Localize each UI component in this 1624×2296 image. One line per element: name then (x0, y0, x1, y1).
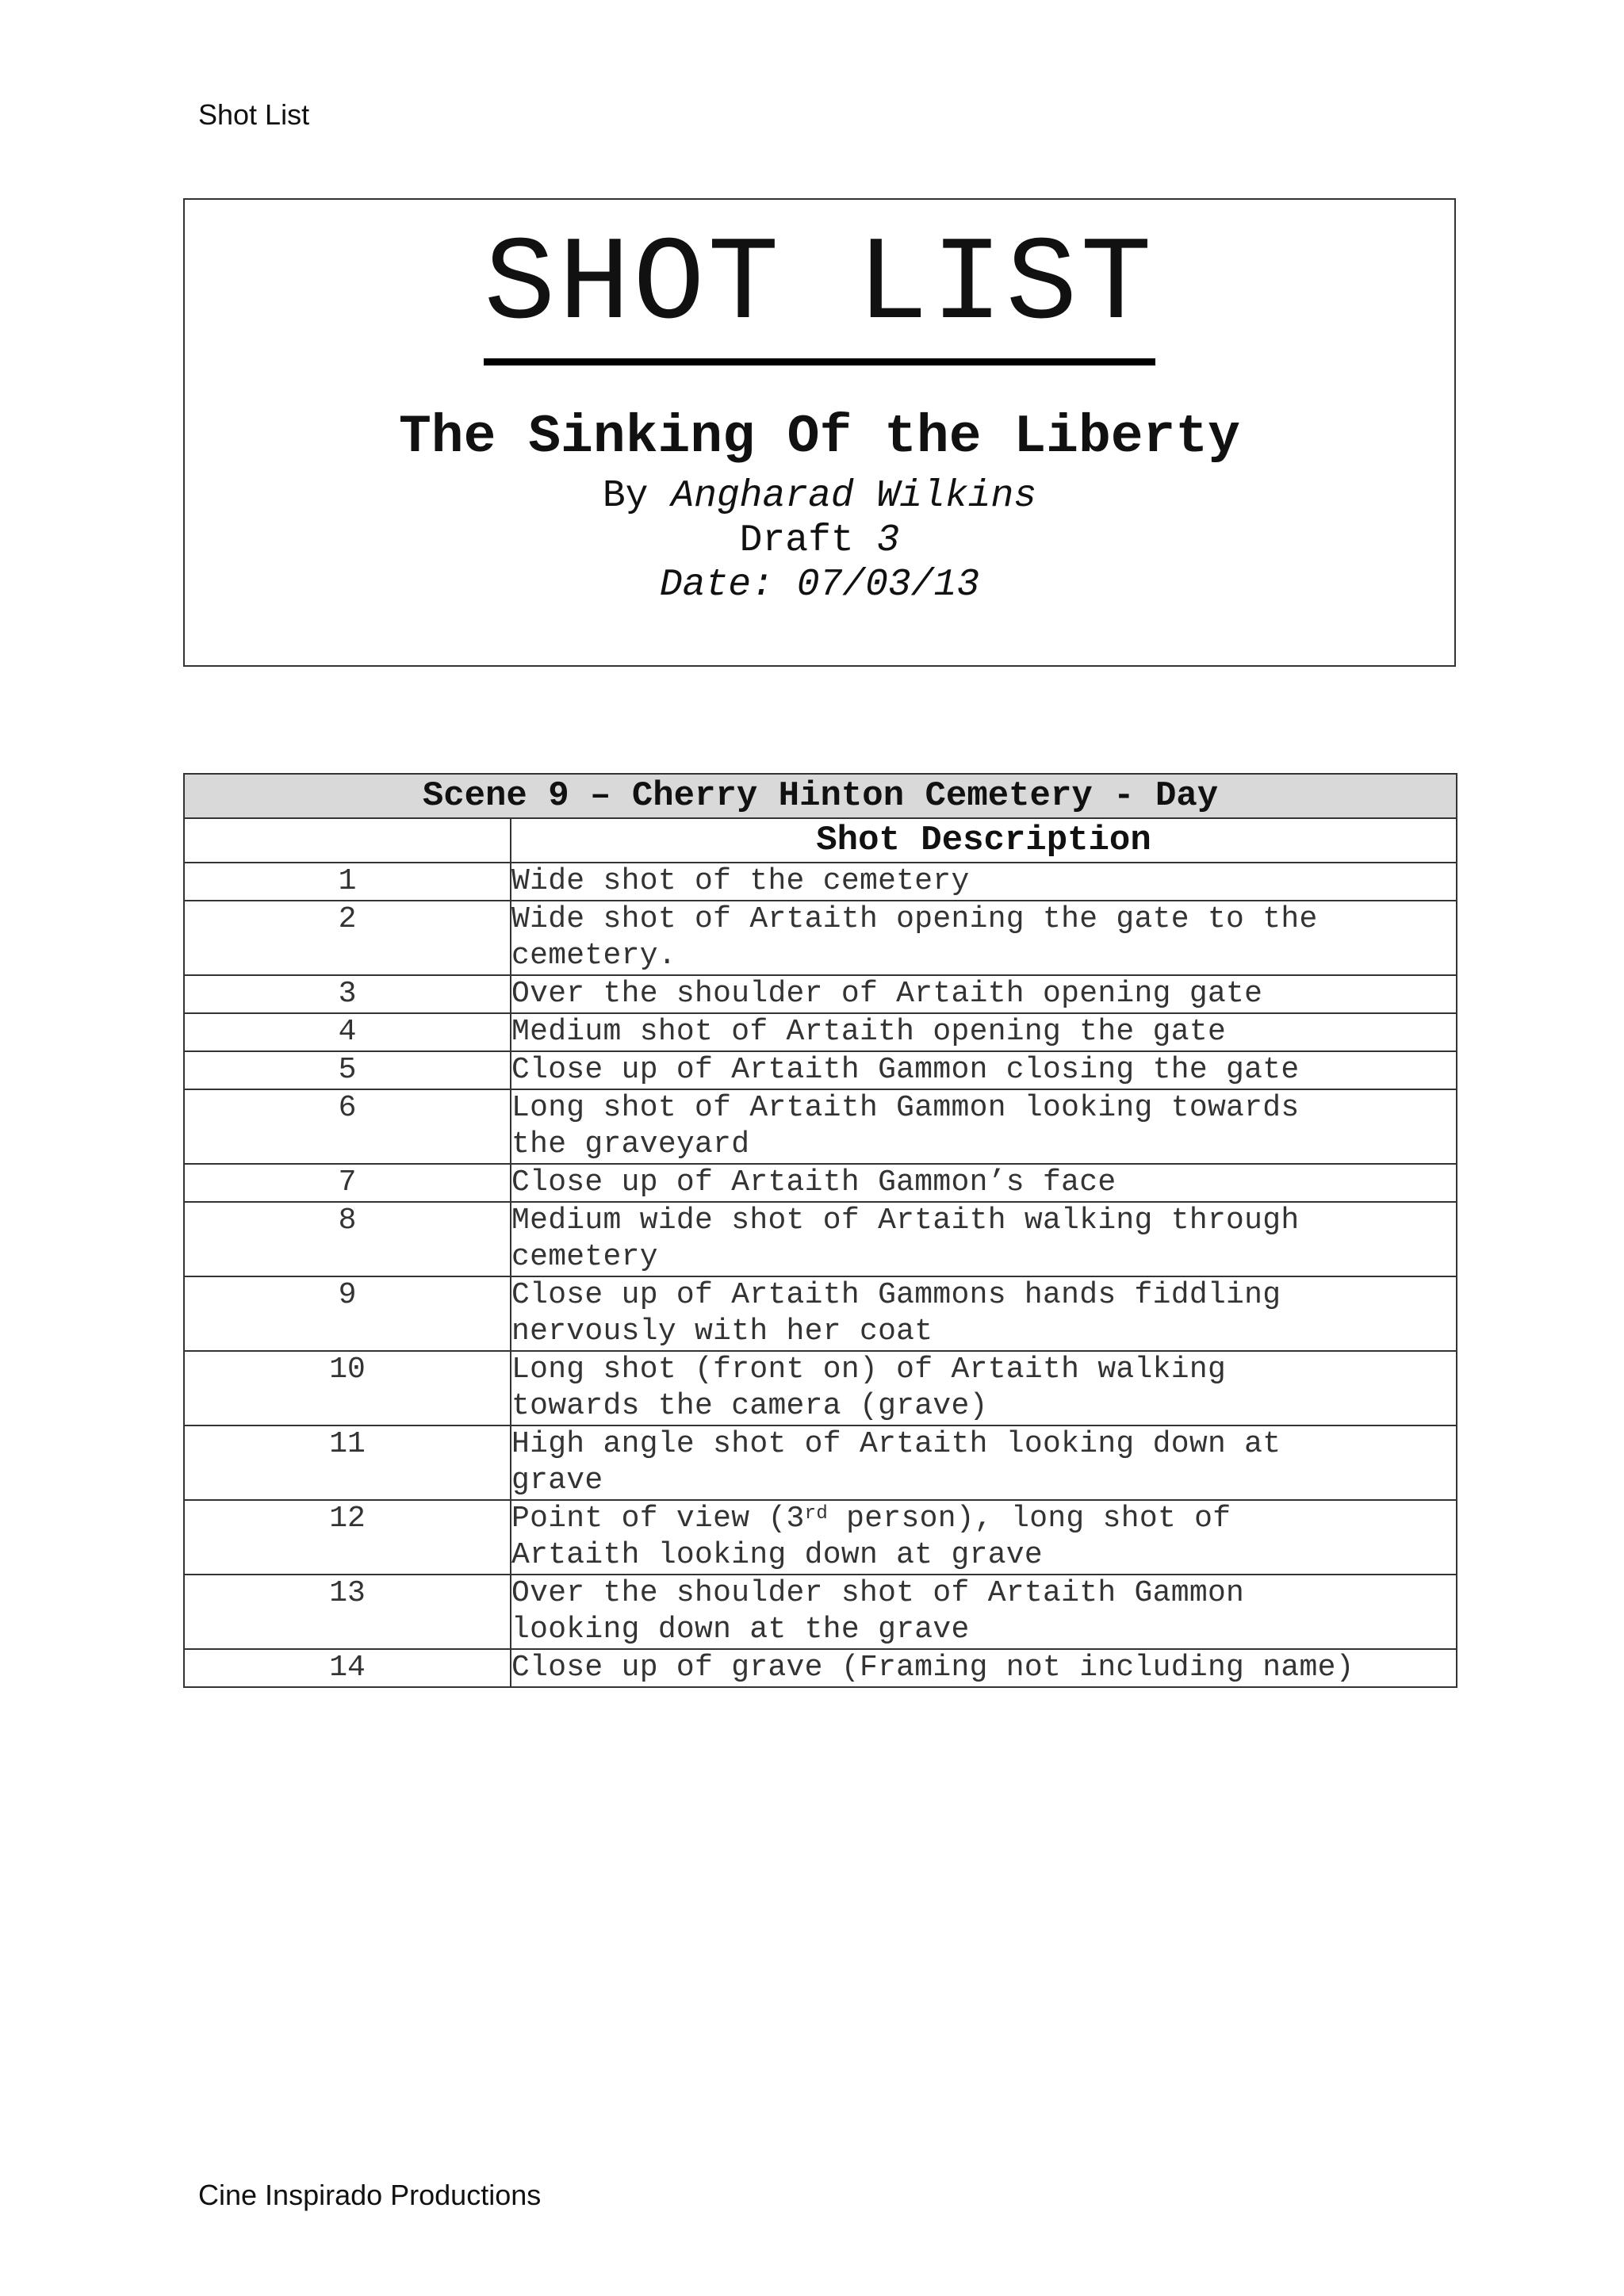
by-label: By (602, 475, 649, 518)
shot-number: 7 (184, 1164, 511, 1202)
shot-list-table (183, 773, 1457, 1688)
shot-description: Medium wide shot of Artaith walking through cemetery (511, 1202, 1457, 1276)
shot-number: 6 (184, 1089, 511, 1164)
table-row (184, 1500, 1457, 1575)
shot-description: Medium shot of Artaith opening the gate (511, 1013, 1457, 1051)
document-heading: SHOT LIST (484, 219, 1155, 365)
page-footer: Cine Inspirado Productions (198, 2179, 542, 2211)
scene-heading: Scene 9 – Cherry Hinton Cemetery - Day (184, 774, 1457, 818)
shot-number: 10 (184, 1351, 511, 1425)
author-name: Angharad Wilkins (671, 475, 1037, 518)
shot-number-header (184, 818, 511, 863)
shot-description: Wide shot of the cemetery (511, 863, 1457, 901)
shot-number: 11 (184, 1425, 511, 1500)
table-row (184, 1164, 1457, 1202)
table-row (184, 1202, 1457, 1276)
page-header: Shot List (198, 98, 310, 131)
title-block (183, 198, 1456, 667)
shot-description: Point of view (3rd person), long shot of Artaith looking down at grave (511, 1500, 1457, 1575)
shot-description: Long shot of Artaith Gammon looking towards the graveyard (511, 1089, 1457, 1164)
table-row (184, 1351, 1457, 1425)
shot-description-header: Shot Description (511, 818, 1457, 863)
shot-number: 9 (184, 1276, 511, 1351)
shot-description: Close up of grave (Framing not including name) (511, 1649, 1457, 1687)
draft-label: Draft (739, 519, 854, 562)
shot-description: Long shot (front on) of Artaith walking towards the camera (grave) (511, 1351, 1457, 1425)
film-title: The Sinking Of the Liberty (399, 407, 1240, 468)
shot-description: Close up of Artaith Gammons hands fiddling nervously with her coat (511, 1276, 1457, 1351)
table-row (184, 863, 1457, 901)
shot-number: 4 (184, 1013, 511, 1051)
table-row (184, 1089, 1457, 1164)
shot-number: 8 (184, 1202, 511, 1276)
shot-description: High angle shot of Artaith looking down at grave (511, 1425, 1457, 1500)
shot-number: 12 (184, 1500, 511, 1575)
superscript-ordinal: rd (804, 1503, 829, 1525)
table-row (184, 1575, 1457, 1649)
table-row (184, 1649, 1457, 1687)
table-row (184, 1276, 1457, 1351)
shot-number: 3 (184, 975, 511, 1013)
date-line: Date: 07/03/13 (659, 564, 980, 607)
shot-number: 1 (184, 863, 511, 901)
draft-line (185, 519, 1454, 563)
shot-description: Over the shoulder shot of Artaith Gammon looking down at the grave (511, 1575, 1457, 1649)
shot-description: Over the shoulder of Artaith opening gate (511, 975, 1457, 1013)
shot-description: Close up of Artaith Gammon’s face (511, 1164, 1457, 1202)
shot-description: Wide shot of Artaith opening the gate to the cemetery. (511, 901, 1457, 975)
shot-number: 13 (184, 1575, 511, 1649)
shot-number: 14 (184, 1649, 511, 1687)
table-row (184, 975, 1457, 1013)
table-row (184, 1013, 1457, 1051)
shot-description: Close up of Artaith Gammon closing the gate (511, 1051, 1457, 1089)
table-row (184, 1425, 1457, 1500)
shot-number: 5 (184, 1051, 511, 1089)
draft-number: 3 (876, 519, 900, 562)
table-row (184, 1051, 1457, 1089)
table-row (184, 901, 1457, 975)
author-line (185, 474, 1454, 519)
shot-number: 2 (184, 901, 511, 975)
